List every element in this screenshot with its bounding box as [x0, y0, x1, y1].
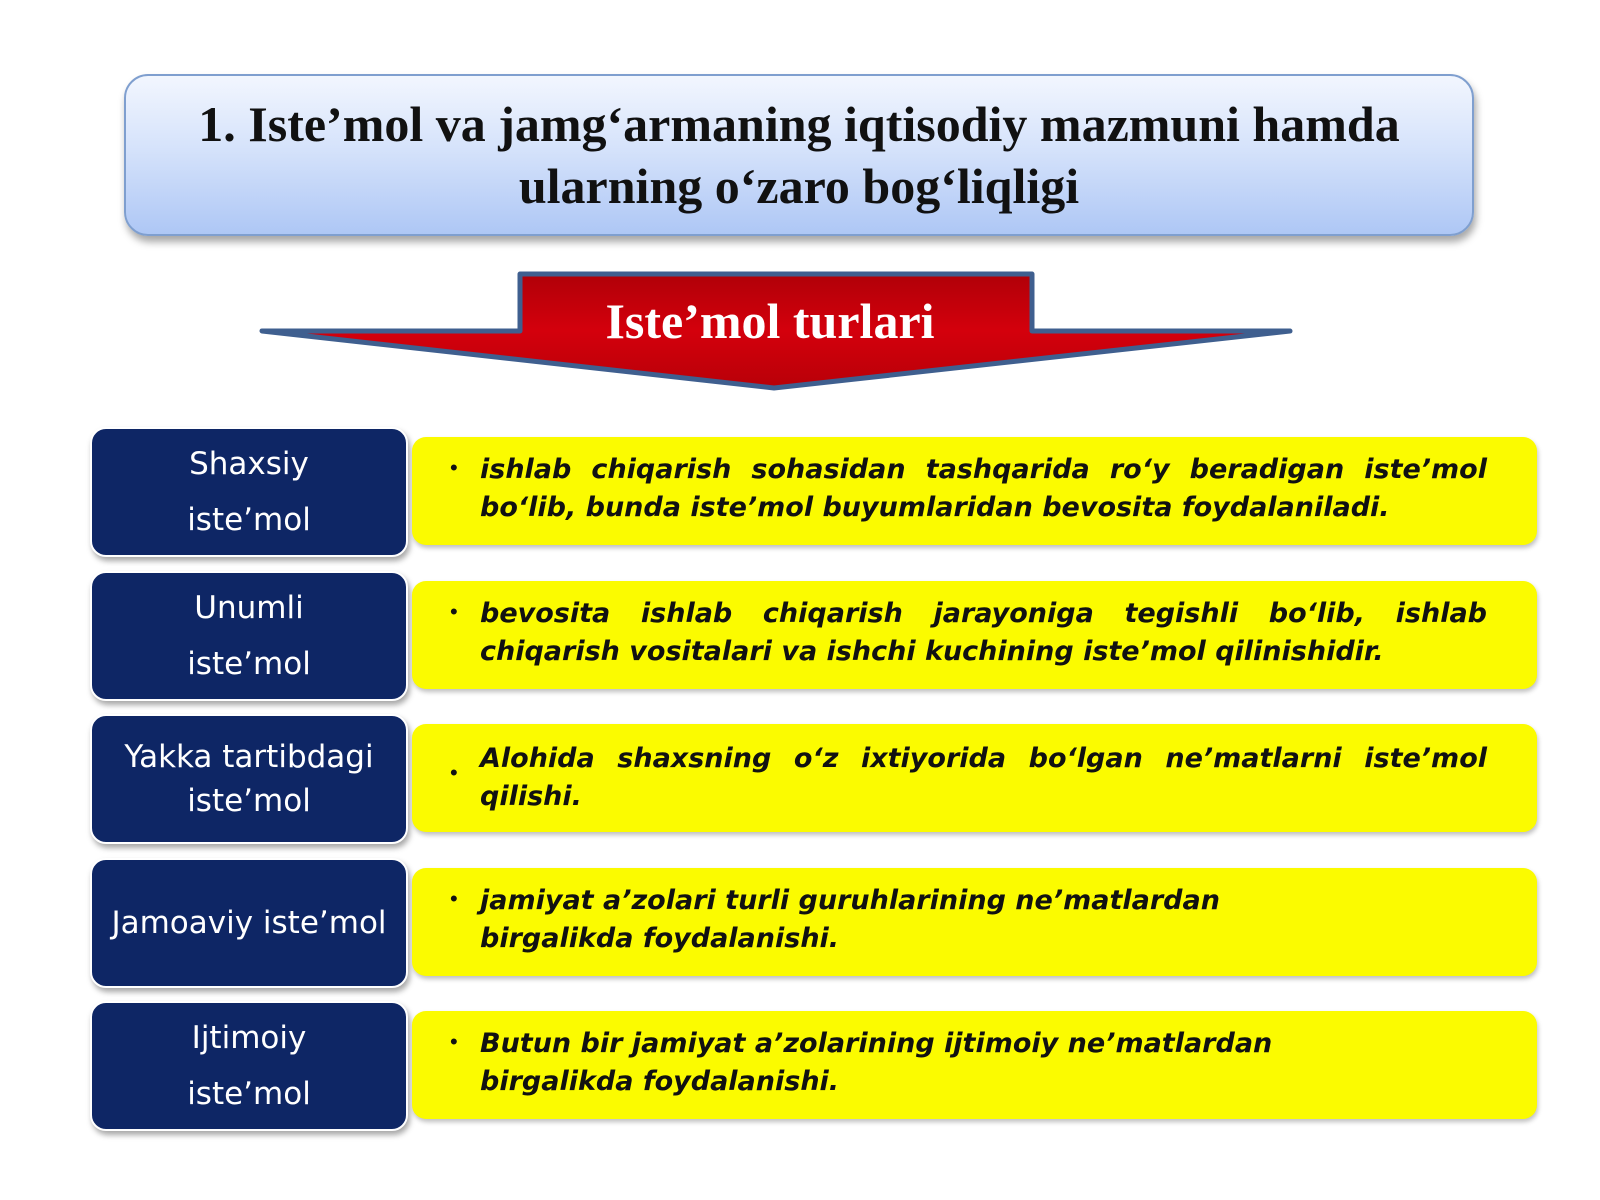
- label-box: [90, 858, 408, 988]
- row-yakka-tartibdagi: [90, 714, 1540, 846]
- label-text: Jamoaviy iste’mol: [111, 905, 387, 941]
- description-box: [412, 1011, 1537, 1119]
- bullet-dot-icon: •: [450, 455, 458, 480]
- label-text: Ijtimoiy iste’mol: [187, 1020, 311, 1112]
- bullet-dot-icon: •: [450, 599, 458, 624]
- description-box: [412, 437, 1537, 545]
- row-ijtimoiy: [90, 1001, 1540, 1133]
- description-box: [412, 868, 1537, 976]
- label-box: [90, 571, 408, 701]
- label-box: [90, 427, 408, 557]
- arrow-label: Iste’mol turlari: [605, 293, 935, 349]
- label-text: Unumli iste’mol: [187, 590, 311, 682]
- label-text: Shaxsiy iste’mol: [187, 446, 311, 538]
- description-text: Alohida shaxsning o‘z ixtiyorida bo‘lgan ne’matlarni iste’mol qilishi.: [480, 743, 1487, 812]
- bullet-dot-icon: •: [450, 760, 458, 785]
- label-box: [90, 714, 408, 844]
- row-shaxsiy: [90, 427, 1540, 559]
- bullet-dot-icon: •: [450, 886, 458, 911]
- description-box: [412, 581, 1537, 689]
- label-text: Yakka tartibdagi iste’mol: [124, 739, 374, 819]
- bullet-dot-icon: •: [450, 1029, 458, 1054]
- row-jamoaviy: [90, 858, 1540, 990]
- label-box: [90, 1001, 408, 1131]
- row-unumli: [90, 571, 1540, 703]
- description-box: [412, 724, 1537, 832]
- slide-title: 1. Iste’mol va jamg‘armaning iqtisodiy mazmuni hamda ularning o‘zaro bog‘liqligi: [198, 96, 1400, 214]
- description-text: Butun bir jamiyat a’zolarining ijtimoiy ne’matlardan birgalikda foydalanishi.: [480, 1028, 1273, 1097]
- description-text: bevosita ishlab chiqarish jarayoniga tegishli bo‘lib, ishlab chiqarish vositalari va ishchi kuchining iste’mol qilinishidir.: [480, 598, 1487, 667]
- description-text: jamiyat a’zolari turli guruhlarining ne’matlardan birgalikda foydalanishi.: [480, 885, 1220, 954]
- description-text: ishlab chiqarish sohasidan tashqarida ro‘y beradigan iste’mol bo‘lib, bunda iste’mol buyumlaridan bevosita foydalaniladi.: [480, 454, 1487, 523]
